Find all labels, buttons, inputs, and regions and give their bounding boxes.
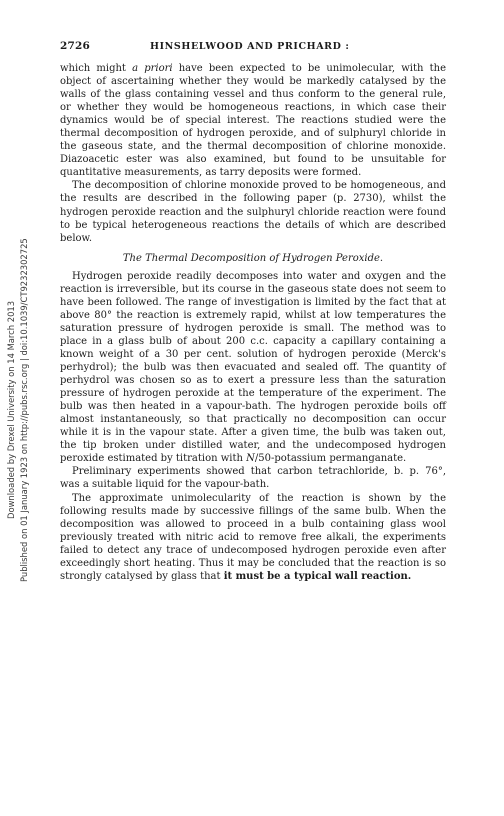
text-run: /50-potassium permanganate. — [254, 453, 407, 465]
paragraph-conclusion — [60, 492, 446, 583]
paragraph-method — [60, 270, 446, 466]
article-body — [60, 62, 446, 583]
section-heading: The Thermal Decomposition of Hydrogen Peroxide. — [122, 252, 384, 264]
text-run: have been expected to be unimolecular, with the object of ascertaining whether they would be markedly catalysed by the walls of the glass containing vessel and thus conform to the general rule, or whether they would be homogeneous reactions, in which case their dynamics would be of special interest. The reactions studied were the thermal decomposition of hydrogen peroxide, and of sulphuryl chloride in the gaseous state, and the thermal decomposition of chlorine monoxide. Diazoacetic ester was also examined, but found to be unsuitable for quantitative measurements, as tarry deposits were formed. — [60, 63, 446, 179]
italic-symbol: N — [246, 453, 255, 465]
italic-phrase: a priori — [132, 63, 173, 74]
bold-phrase: it must be a typical wall reaction. — [223, 570, 412, 582]
paragraph-preliminary: Preliminary experiments showed that carbon tetrachloride, b. p. 76°, was a suitable liquid for the vapour-bath. — [60, 466, 446, 491]
page-number: 2726 — [60, 40, 91, 52]
text-run: which might — [60, 63, 133, 74]
page-header — [60, 40, 446, 62]
paragraph-continued — [60, 62, 446, 179]
running-title: HINSHELWOOD AND PRICHARD : — [150, 41, 350, 52]
text-run: Hydrogen peroxide readily decomposes into water and oxygen and the reaction is irreversible, but its course in the gaseous state does not seem to have been followed. The range of investigation is limited by the fact that at above 80° the reaction is extremely rapid, whilst at low temperatures the saturation pressure of hydrogen peroxide is small. The method was to place in a glass bulb of about 200 c.c. capacity a capillary containing a known weight of a 30 per cent. solution of hydrogen peroxide (Merck's perhydrol); the bulb was then evacuated and sealed off. The quantity of perhydrol was chosen so as to exert a pressure less than the saturation pressure of hydrogen peroxide at the temperature of the experiment. The bulb was then heated in a vapour-bath. The hydrogen peroxide boils off almost instantaneously, so that practically no decomposition can occur while it is in the vapour state. After a given time, the bulb was taken out, the tip broken under distilled water, and the undecomposed hydrogen peroxide estimated by titration with — [60, 270, 446, 465]
text-run: The approximate unimolecularity of the reaction is shown by the following results made by successive fillings of the same bulb. When the decomposition was allowed to proceed in a bulb containing glass wool previously treated with nitric acid to remove free alkali, the experiments failed to detect any trace of undecomposed hydrogen peroxide even after exceedingly short heating. Thus it may be concluded that the reaction is so strongly catalysed by glass that — [60, 492, 446, 582]
journal-page — [60, 40, 446, 810]
download-watermark: Downloaded by Drexel University on 14 March 2013 — [6, 300, 16, 520]
paragraph-chlorine-monoxide: The decomposition of chlorine monoxide proved to be homogeneous, and the results are described in the following paper (p. 2730), whilst the hydrogen peroxide reaction and the sulphuryl chloride reaction were found to be typical heterogeneous reactions the details of which are described below. — [60, 180, 446, 244]
publication-watermark: Published on 01 January 1923 on http://pubs.rsc.org | doi:10.1039/CT9232302725 — [19, 238, 29, 582]
